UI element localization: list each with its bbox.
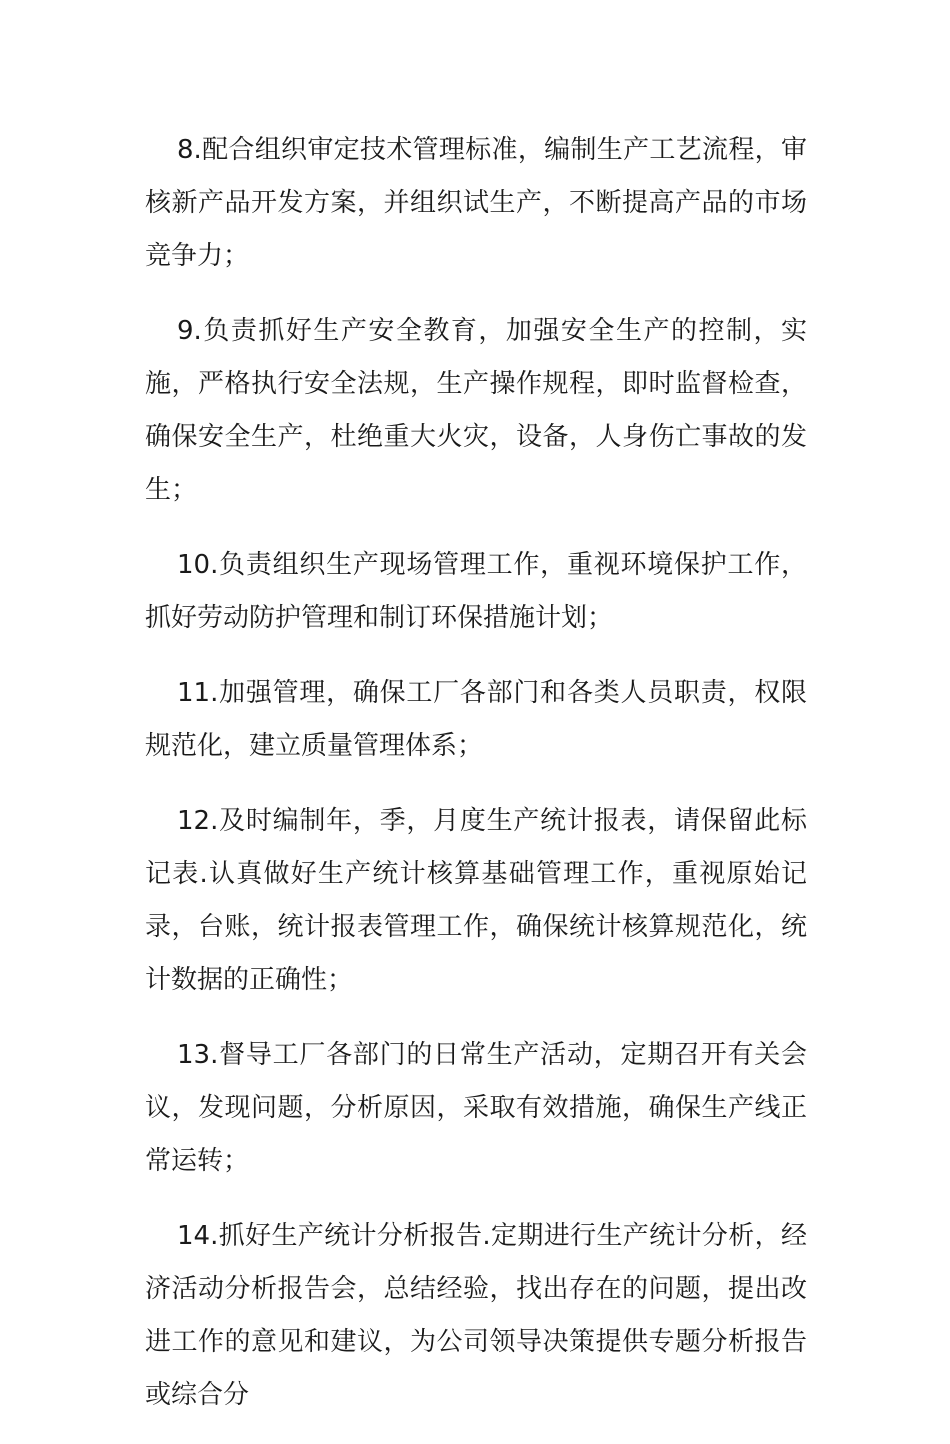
paragraph-item-9: 9.负责抓好生产安全教育，加强安全生产的控制，实施，严格执行安全法规，生产操作规程，即时监督检查，确保安全生产，杜绝重大火灾，设备，人身伤亡事故的发生； [145,316,807,505]
document-body [145,124,807,1444]
paragraph-item-8: 8.配合组织审定技术管理标准，编制生产工艺流程，审核新产品开发方案，并组织试生产，不断提高产品的市场竞争力； [145,135,807,271]
paragraph-item-12: 12.及时编制年，季，月度生产统计报表，请保留此标记表.认真做好生产统计核算基础管理工作，重视原始记录，台账，统计报表管理工作，确保统计核算规范化，统计数据的正确性； [145,806,807,995]
paragraph-item-14: 14.抓好生产统计分析报告.定期进行生产统计分析，经济活动分析报告会，总结经验，找出存在的问题，提出改进工作的意见和建议，为公司领导决策提供专题分析报告或综合分 [145,1221,807,1410]
paragraph-item-11: 11.加强管理，确保工厂各部门和各类人员职责，权限规范化，建立质量管理体系； [145,678,807,761]
paragraph-item-13: 13.督导工厂各部门的日常生产活动，定期召开有关会议，发现问题，分析原因，采取有效措施，确保生产线正常运转； [145,1040,807,1176]
paragraph-item-10: 10.负责组织生产现场管理工作，重视环境保护工作，抓好劳动防护管理和制订环保措施计划； [145,550,807,633]
